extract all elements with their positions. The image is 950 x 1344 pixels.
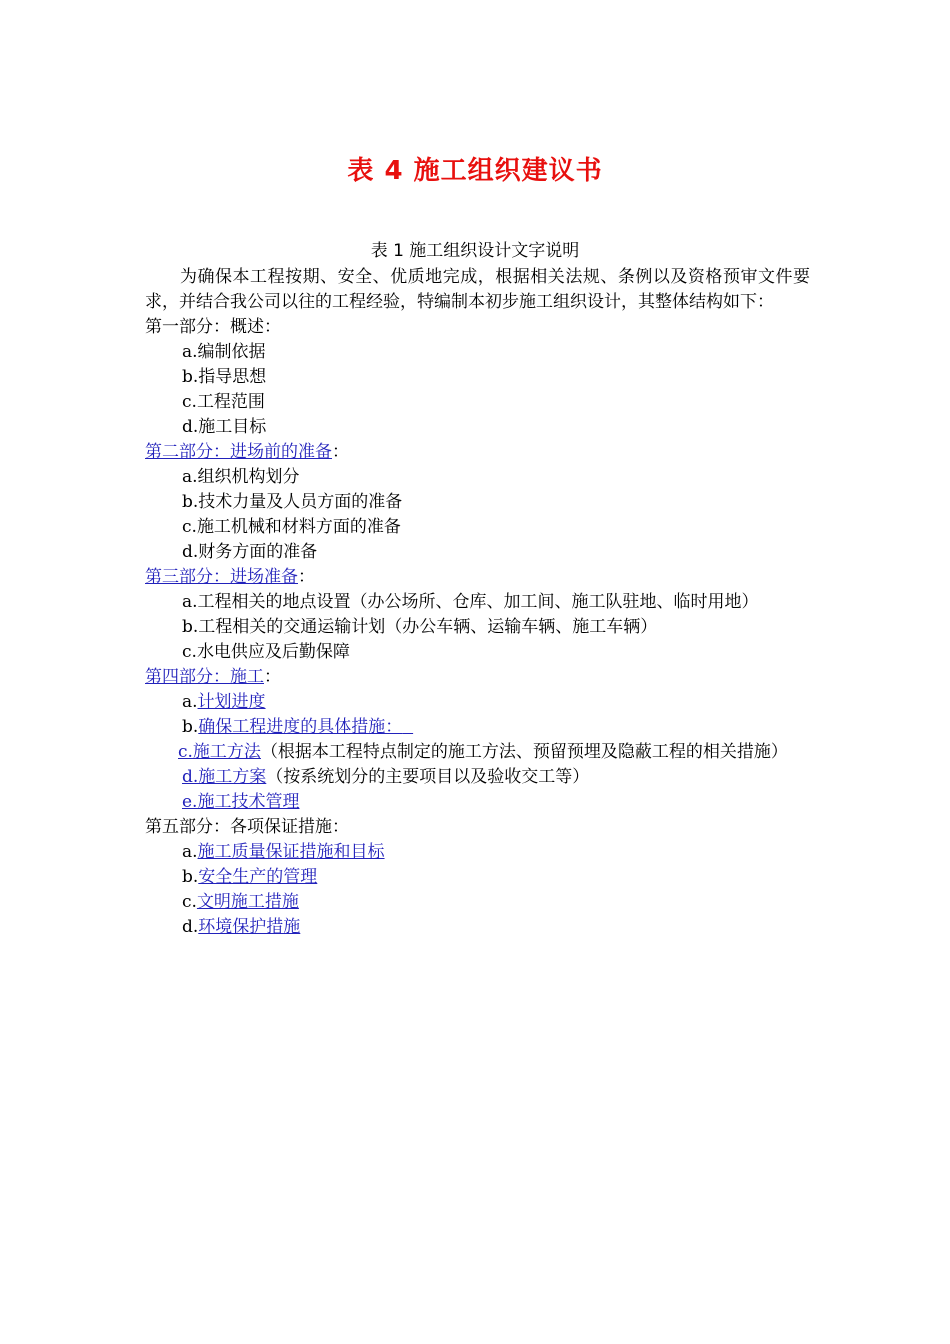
section-1-item-b: b.指导思想 [182, 367, 267, 387]
civilized-construction-link[interactable]: 文明施工措施 [196, 892, 299, 912]
section-5-item-b: b.安全生产的管理 [182, 867, 318, 887]
construction-method-link[interactable]: c.施工方法 [178, 742, 261, 762]
section-3-item-c: c.水电供应及后勤保障 [182, 642, 350, 662]
section-1-item-a: a.编制依据 [182, 342, 266, 362]
safety-management-link[interactable]: 安全生产的管理 [198, 867, 318, 887]
section-2-item-d: d.财务方面的准备 [182, 542, 318, 562]
section-3-link[interactable]: 第三部分：进场准备 [145, 567, 298, 587]
section-1-heading: 第一部分：概述： [145, 317, 281, 337]
section-4-item-c: c.施工方法（根据本工程特点制定的施工方法、预留预埋及隐蔽工程的相关措施） [178, 742, 788, 762]
environmental-protection-link[interactable]: 环境保护措施 [198, 917, 301, 937]
section-2-link[interactable]: 第二部分：进场前的准备 [145, 442, 332, 462]
page-title: 表 4 施工组织建议书 [347, 156, 603, 186]
schedule-link[interactable]: 计划进度 [197, 692, 266, 712]
section-5-heading: 第五部分：各项保证措施： [145, 817, 349, 837]
technical-management-link[interactable]: e.施工技术管理 [182, 792, 300, 812]
section-2-heading: 第二部分：进场前的准备： [145, 442, 349, 462]
section-4-heading: 第四部分：施工： [145, 667, 281, 687]
section-3-item-b: b.工程相关的交通运输计划（办公车辆、运输车辆、施工车辆） [182, 617, 658, 637]
section-4-link[interactable]: 第四部分：施工 [145, 667, 264, 687]
section-4-item-b: b.确保工程进度的具体措施： [145, 715, 810, 740]
section-4-item-d: d.施工方案（按系统划分的主要项目以及验收交工等） [182, 767, 590, 787]
table-subtitle: 表 1 施工组织设计文字说明 [370, 241, 580, 261]
section-2-item-c: c.施工机械和材料方面的准备 [182, 517, 401, 537]
section-4-item-a: a.计划进度 [182, 692, 266, 712]
section-1-item-c: c.工程范围 [182, 392, 265, 412]
section-4-item-e [145, 790, 810, 815]
quality-assurance-link[interactable]: 施工质量保证措施和目标 [197, 842, 385, 862]
construction-plan-link[interactable]: d.施工方案 [182, 767, 267, 787]
section-2-item-a: a.组织机构划分 [182, 467, 300, 487]
section-5-item-d: d.环境保护措施 [182, 917, 301, 937]
section-5-item-c: c.文明施工措施 [182, 892, 299, 912]
section-1-item-d: d.施工目标 [182, 417, 267, 437]
section-3-item-a: a.工程相关的地点设置（办公场所、仓库、加工间、施工队驻地、临时用地） [182, 592, 759, 612]
section-2-item-b: b.技术力量及人员方面的准备 [182, 492, 403, 512]
section-3-heading: 第三部分：进场准备： [145, 567, 315, 587]
document-body [145, 265, 810, 940]
intro-paragraph: 为确保本工程按期、安全、优质地完成，根据相关法规、条例以及资格预审文件要求，并结合我公司以往的工程经验，特编制本初步施工组织设计，其整体结构如下： [145, 267, 810, 312]
schedule-measures-link[interactable]: 确保工程进度的具体措施： [198, 717, 403, 737]
section-5-item-a: a.施工质量保证措施和目标 [182, 842, 385, 862]
